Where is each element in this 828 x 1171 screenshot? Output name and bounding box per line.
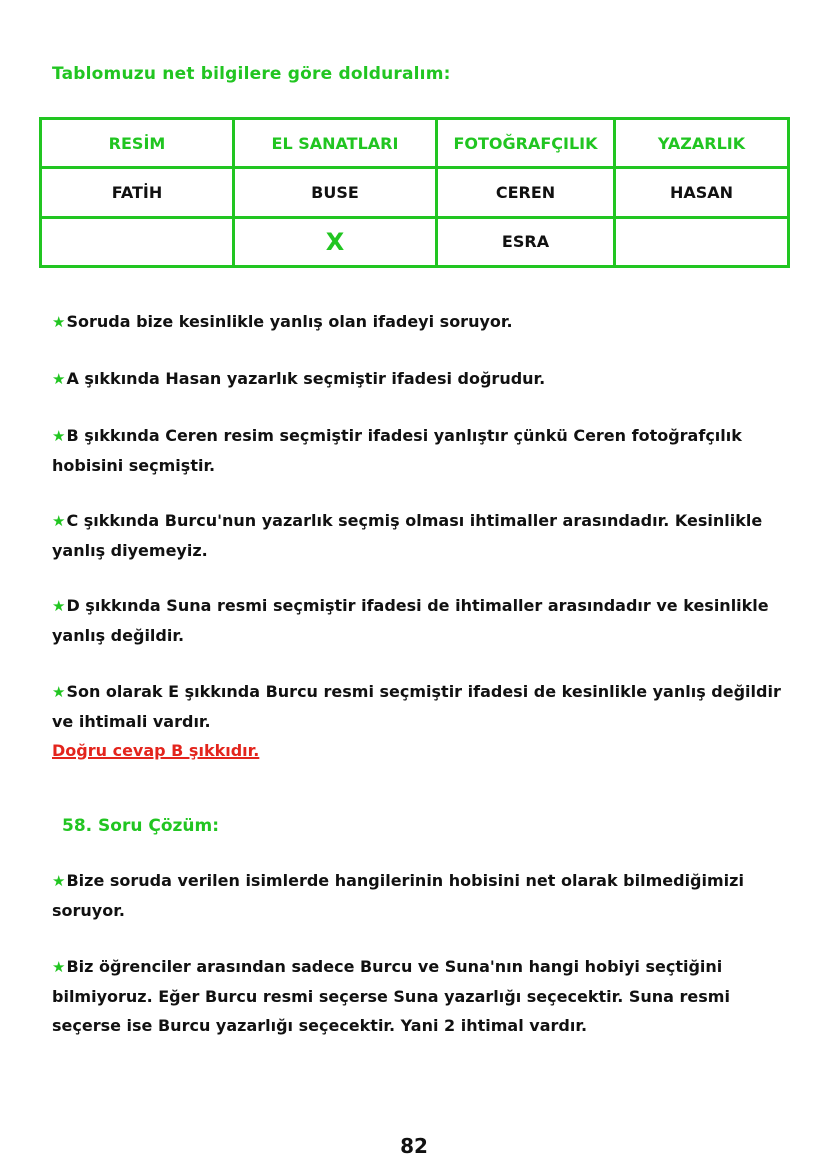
star-icon: ★	[52, 313, 66, 331]
paragraph	[52, 506, 802, 565]
paragraph-text: C şıkkında Burcu'nun yazarlık seçmiş olması ihtimaller arasındadır. Kesinlikle yanlış diyemeyiz.	[52, 511, 763, 560]
paragraph-text: Soruda bize kesinlikle yanlış olan ifadeyi soruyor.	[66, 312, 513, 331]
paragraph	[52, 364, 802, 394]
table-cell: FATİH	[41, 168, 234, 217]
table-cell	[615, 217, 789, 266]
table-cell	[41, 217, 234, 266]
header-cell: FOTOĞRAFÇILIK	[437, 119, 615, 168]
paragraph-text: Son olarak E şıkkında Burcu resmi seçmiştir ifadesi de kesinlikle yanlış değildir ve ihtimali vardır.	[52, 682, 781, 731]
table-cell: CEREN	[437, 168, 615, 217]
paragraph	[52, 591, 802, 650]
table-cell: HASAN	[615, 168, 789, 217]
solution-heading: 58. Soru Çözüm:	[62, 816, 220, 836]
star-icon: ★	[52, 872, 66, 890]
table-header-row	[41, 119, 789, 168]
table-row	[41, 217, 789, 266]
table-cell: BUSE	[234, 168, 437, 217]
solution-paragraph	[52, 866, 802, 925]
paragraph-text: B şıkkında Ceren resim seçmiştir ifadesi yanlıştır çünkü Ceren fotoğrafçılık hobisini seçmiştir.	[52, 426, 742, 475]
star-icon: ★	[52, 683, 66, 701]
page-number: 82	[400, 1134, 428, 1158]
hobby-table	[39, 117, 790, 268]
paragraph	[52, 677, 802, 765]
solution-paragraph	[52, 952, 802, 1040]
star-icon: ★	[52, 370, 66, 388]
paragraph-text: A şıkkında Hasan yazarlık seçmiştir ifadesi doğrudur.	[66, 369, 546, 388]
table-row	[41, 168, 789, 217]
star-icon: ★	[52, 597, 66, 615]
correct-answer: Doğru cevap B şıkkıdır.	[52, 741, 260, 760]
star-icon: ★	[52, 512, 66, 530]
cross-mark-cell: X	[234, 217, 437, 266]
star-icon: ★	[52, 427, 66, 445]
header-cell: RESİM	[41, 119, 234, 168]
paragraph-text: Bize soruda verilen isimlerde hangilerinin hobisini net olarak bilmediğimizi soruyor.	[52, 871, 744, 920]
paragraph-text: D şıkkında Suna resmi seçmiştir ifadesi de ihtimaller arasındadır ve kesinlikle yanlış değildir.	[52, 596, 769, 645]
star-icon: ★	[52, 958, 66, 976]
header-cell: YAZARLIK	[615, 119, 789, 168]
page-heading: Tablomuzu net bilgilere göre dolduralım:	[52, 64, 451, 84]
table-cell: ESRA	[437, 217, 615, 266]
header-cell: EL SANATLARI	[234, 119, 437, 168]
paragraph-text: Biz öğrenciler arasından sadece Burcu ve Suna'nın hangi hobiyi seçtiğini bilmiyoruz. Eğer Burcu resmi seçerse Suna yazarlığı seçecektir. Suna resmi seçerse ise Burcu yazarlığı seçecektir. Yani 2 ihtimal vardır.	[52, 957, 730, 1035]
paragraph	[52, 421, 802, 480]
paragraph	[52, 307, 802, 337]
